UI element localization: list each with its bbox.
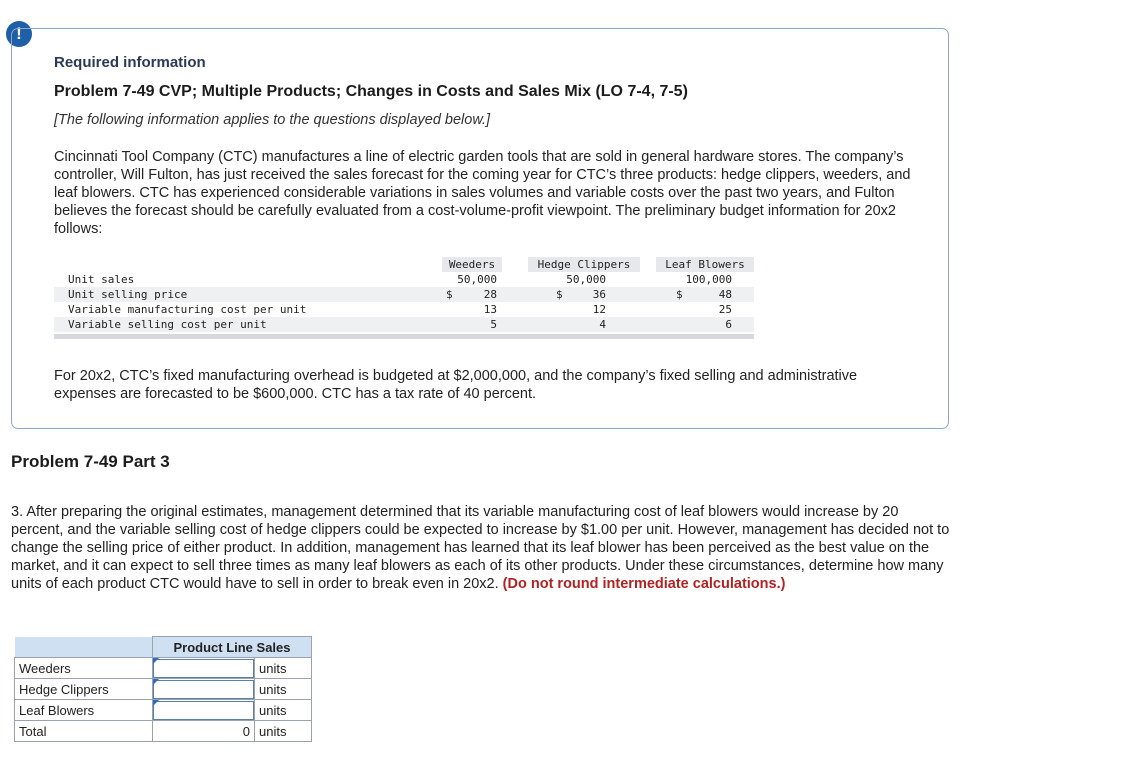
leaf-blowers-units-cell bbox=[153, 700, 255, 721]
answer-row bbox=[15, 700, 312, 721]
total-units-value: 0 bbox=[153, 721, 255, 742]
weeders-value: 5 bbox=[490, 318, 497, 331]
leaf-blowers-value: 25 bbox=[718, 303, 732, 316]
rounding-instruction: (Do not round intermediate calculations.) bbox=[502, 576, 786, 592]
answer-row bbox=[15, 679, 312, 700]
row-label-hedge-clippers: Hedge Clippers bbox=[15, 679, 153, 700]
leaf-blowers-units-input[interactable] bbox=[153, 701, 254, 720]
units-label: units bbox=[255, 721, 312, 742]
hedge-clippers-value: 4 bbox=[599, 318, 606, 331]
dollar-sign: $ bbox=[446, 288, 453, 301]
budget-row bbox=[54, 287, 754, 302]
col-header-leaf-blowers: Leaf Blowers bbox=[656, 257, 754, 272]
budget-row bbox=[54, 302, 754, 317]
alert-icon: ! bbox=[6, 21, 32, 47]
input-flag-icon bbox=[153, 658, 159, 664]
col-header-hedge-clippers: Hedge Clippers bbox=[528, 257, 640, 272]
leaf-blowers-value: 100,000 bbox=[685, 273, 732, 286]
problem-title: Problem 7-49 CVP; Multiple Products; Changes in Costs and Sales Mix (LO 7-4, 7-5) bbox=[54, 83, 688, 100]
hedge-clippers-value: 12 bbox=[592, 303, 606, 316]
hedge-clippers-value: 50,000 bbox=[566, 273, 606, 286]
fixed-costs-paragraph: For 20x2, CTC’s fixed manufacturing overhead is budgeted at $2,000,000, and the company’s fixed selling and administrative expenses are forecasted to be $600,000. CTC has a tax rate of 40 percent. bbox=[54, 368, 858, 402]
units-label: units bbox=[255, 658, 312, 679]
hedge-clippers-value: 36 bbox=[592, 288, 606, 301]
applies-note: [The following information applies to the questions displayed below.] bbox=[54, 112, 491, 128]
budget-header-row bbox=[54, 257, 754, 272]
units-label: units bbox=[255, 700, 312, 721]
weeders-value: 28 bbox=[483, 288, 497, 301]
weeders-value: 50,000 bbox=[457, 273, 497, 286]
answer-row bbox=[15, 658, 312, 679]
weeders-units-input[interactable] bbox=[153, 659, 254, 678]
required-info-label: Required information bbox=[54, 54, 206, 71]
leaf-blowers-value: 6 bbox=[725, 318, 732, 331]
table-bottom-rule bbox=[54, 334, 754, 339]
col-header-weeders: Weeders bbox=[442, 257, 502, 272]
question-body: 3. After preparing the original estimates, management determined that its variable manufacturing cost of leaf blowers would increase by 20 percent, and the variable selling cost of hedge clippers could be expected to increase by $1.00 per unit. However, management has decided not to change the selling price of either product. In addition, management has learned that its leaf blower has been perceived as the best value on the market, and it can expect to sell three times as many leaf blowers as each of its other products. Under these circumstances, determine how many units of each product CTC would have to sell in order to break even in 20x2. bbox=[11, 504, 950, 592]
row-label-total: Total bbox=[15, 721, 153, 742]
answer-total-row bbox=[15, 721, 312, 742]
intro-paragraph: Cincinnati Tool Company (CTC) manufactures a line of electric garden tools that are sold in general hardware stores. The company’s controller, Will Fulton, has just received the sales forecast for the coming year for CTC’s three products: hedge clippers, weeders, and leaf blowers. CTC has experienced considerable variations in sales volumes and variable costs over the past two years, and Fulton believes the forecast should be carefully evaluated from a cost-volume-profit viewpoint. The preliminary budget information for 20x2 follows: bbox=[54, 149, 911, 237]
dollar-sign: $ bbox=[556, 288, 563, 301]
dollar-sign: $ bbox=[676, 288, 683, 301]
leaf-blowers-value: 48 bbox=[718, 288, 732, 301]
row-label: Unit selling price bbox=[68, 288, 188, 301]
hedge-clippers-units-input[interactable] bbox=[153, 680, 254, 699]
budget-row bbox=[54, 317, 754, 332]
hedge-clippers-units-cell bbox=[153, 679, 255, 700]
question-text bbox=[11, 503, 951, 593]
input-flag-icon bbox=[153, 700, 159, 706]
answer-table bbox=[14, 636, 312, 742]
budget-row bbox=[54, 272, 754, 287]
weeders-value: 13 bbox=[483, 303, 497, 316]
row-label: Variable manufacturing cost per unit bbox=[68, 303, 307, 316]
answer-header-row bbox=[15, 637, 312, 658]
budget-table bbox=[54, 257, 754, 339]
part-title: Problem 7-49 Part 3 bbox=[11, 452, 170, 471]
row-label: Variable selling cost per unit bbox=[68, 318, 267, 331]
units-label: units bbox=[255, 679, 312, 700]
input-flag-icon bbox=[153, 679, 159, 685]
row-label: Unit sales bbox=[68, 273, 135, 286]
weeders-units-cell bbox=[153, 658, 255, 679]
row-label-weeders: Weeders bbox=[15, 658, 153, 679]
row-label-leaf-blowers: Leaf Blowers bbox=[15, 700, 153, 721]
header-blank bbox=[15, 637, 153, 658]
answer-header: Product Line Sales bbox=[153, 637, 312, 658]
